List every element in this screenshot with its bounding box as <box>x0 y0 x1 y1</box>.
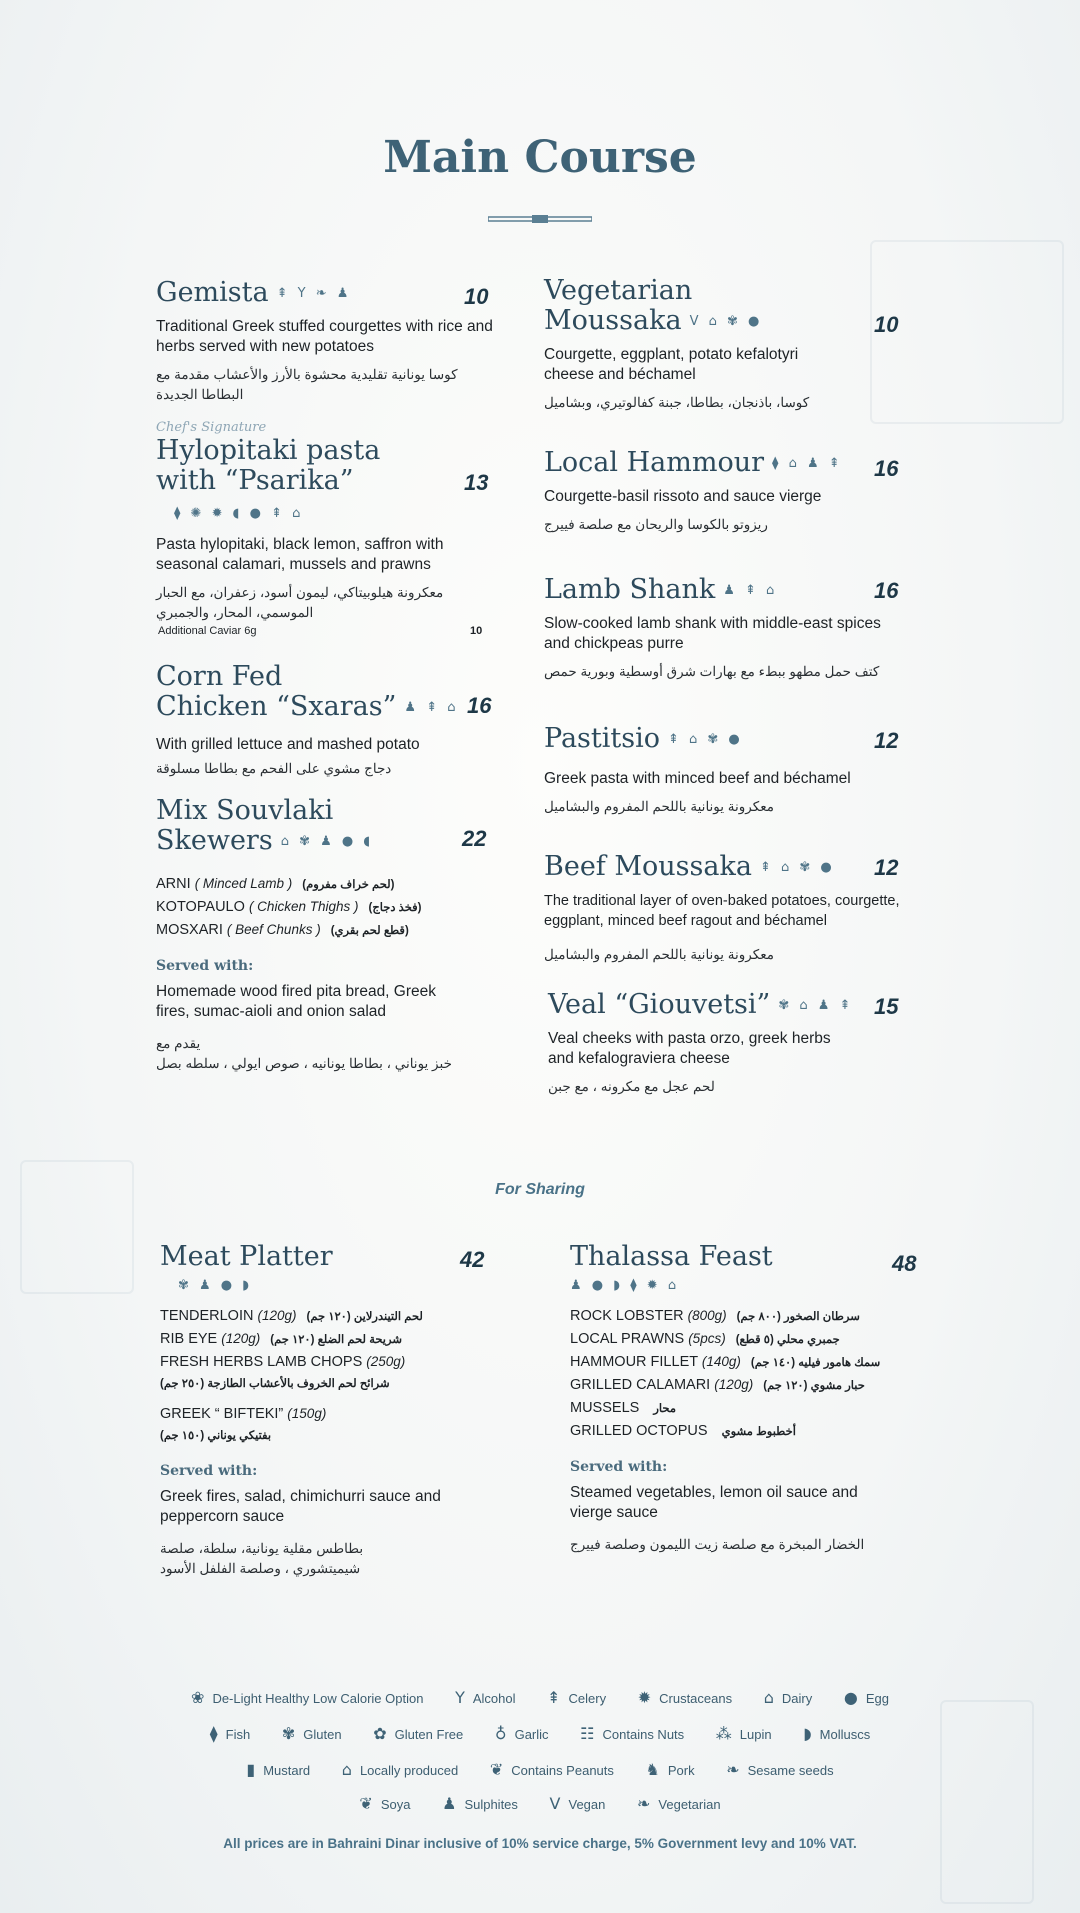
price-local-hammour: 16 <box>874 456 899 481</box>
chef-signature: Chef's Signature <box>156 420 267 435</box>
legend-item: ⇞ Celery <box>547 1688 607 1707</box>
legend-item: ✾ Gluten <box>281 1724 342 1743</box>
fish-icon: ⧫ <box>209 1724 218 1743</box>
legend-item: ✿ Gluten Free <box>373 1724 464 1743</box>
price-thalassa-feast: 48 <box>892 1251 917 1276</box>
dish-name-line2: Moussaka <box>544 305 682 336</box>
price-gemista: 10 <box>464 284 489 309</box>
dish-mix-souvlaki <box>156 796 496 1074</box>
egg-icon: ● <box>843 1688 858 1707</box>
dish-name: Pastitsio <box>544 723 660 754</box>
alcohol-icon: Y <box>455 1688 465 1707</box>
price-mix-souvlaki: 22 <box>462 826 487 851</box>
allergen-icons: ✾ ♟ ● ◗ <box>178 1278 253 1293</box>
served-with-arabic-2: خبز يوناني ، بطاطا يونانيه ، صوص ايولي ، سلطه بصل <box>156 1055 452 1071</box>
price-disclaimer: All prices are in Bahraini Dinar inclusive of 10% service charge, 5% Government levy and 10% VAT. <box>223 1836 857 1851</box>
dish-meat-platter <box>160 1242 500 1579</box>
allergen-legend-row-1 <box>0 1688 1080 1707</box>
price-hylopitaki: 13 <box>464 470 489 495</box>
dish-description-arabic: كوسا، باذنجان، بطاطا، جبنة كفالوتيري، وبشاميل <box>544 394 810 410</box>
served-with-description: Greek fires, salad, chimichurri sauce and peppercorn sauce <box>160 1488 441 1525</box>
legend-item: ⁂ Lupin <box>715 1724 772 1743</box>
allergen-icons: V ⌂ ✾ ● <box>689 313 763 329</box>
dish-description: Slow-cooked lamb shank with middle-east spices and chickpeas purre <box>544 614 881 652</box>
dish-name: Mix Souvlaki <box>156 795 334 826</box>
legend-item: ▮ Mustard <box>246 1760 311 1779</box>
allergen-icons: ⇞ ⌂ ✾ ● <box>759 859 835 875</box>
served-with-arabic-2: شيميتشوري ، وصلصة الفلفل الأسود <box>160 1561 361 1576</box>
dish-name: Beef Moussaka <box>544 851 752 882</box>
dish-thalassa-feast <box>570 1242 930 1555</box>
dish-description: Traditional Greek stuffed courgettes with rice and herbs served with new potatoes <box>156 317 493 355</box>
sesame-icon: ❧ <box>726 1760 740 1779</box>
dish-description-arabic: معكرونة يونانية باللحم المفروم والبشاميل <box>544 798 774 814</box>
allergen-icons: ⇞ ⌂ ✾ ● <box>668 731 743 747</box>
feast-list <box>570 1305 930 1443</box>
dish-description: With grilled lettuce and mashed potato <box>156 735 420 753</box>
allergen-icons: ⇞ Y ❧ ♟ <box>276 285 352 301</box>
dish-lamb-shank <box>544 575 914 682</box>
dish-vegetarian-moussaka <box>544 276 914 413</box>
served-with-description: Homemade wood fired pita bread, Greek fires, sumac-aioli and onion salad <box>156 982 437 1020</box>
legend-item: ♞ Pork <box>645 1760 695 1779</box>
dish-name: Hylopitaki pasta <box>156 435 381 466</box>
dish-description-arabic: معكرونة يونانية باللحم المفروم والبشاميل <box>544 946 774 962</box>
list-item: FRESH HERBS LAMB CHOPS (250g) <box>160 1354 406 1370</box>
molluscs-icon: ◗ <box>803 1724 812 1743</box>
served-with-label: Served with: <box>156 957 254 974</box>
dish-description-arabic: كتف حمل مطهو ببطء مع بهارات شرق أوسطية وبورية حمص <box>544 663 880 679</box>
dish-local-hammour <box>544 448 914 535</box>
peanuts-icon: ❦ <box>489 1760 504 1779</box>
dish-name-line2: Skewers <box>156 825 273 856</box>
dish-name: Corn Fed <box>156 661 283 692</box>
locally-produced-icon: ⌂ <box>341 1760 352 1779</box>
dish-name-line2: with “Psarika” <box>156 465 354 496</box>
served-with-arabic: يقدم مع <box>156 1035 201 1051</box>
dish-veal-giouvetsi <box>548 990 918 1097</box>
legend-item: ✹ Crustaceans <box>637 1688 733 1707</box>
dish-pastitsio <box>544 724 914 817</box>
list-item: MOSXARI ( Beef Chunks ) (قطع لحم بقري) <box>156 921 409 938</box>
vegan-icon: V <box>549 1794 561 1813</box>
legend-item: ⧫ Fish <box>209 1724 251 1743</box>
price-corn-fed-chicken: 16 <box>467 693 492 718</box>
dish-description: Greek pasta with minced beef and béchamel <box>544 769 851 787</box>
garlic-icon: ♁ <box>494 1724 507 1743</box>
dish-name: Meat Platter <box>160 1241 333 1272</box>
dish-name: Local Hammour <box>544 447 765 478</box>
list-item: TENDERLOIN (120g) لحم التيندرلاين (١٢٠ جم) <box>160 1308 423 1324</box>
lupin-icon: ⁂ <box>715 1724 732 1743</box>
dish-name-line2: Chicken “Sxaras” <box>156 691 397 722</box>
dish-description-arabic: ريزوتو بالكوسا والريحان مع صلصة فييرج <box>544 516 768 532</box>
mustard-icon: ▮ <box>246 1760 256 1779</box>
skewer-list <box>156 873 496 942</box>
dish-name: Vegetarian <box>544 275 693 306</box>
crustaceans-icon: ✹ <box>637 1688 652 1707</box>
list-item: ROCK LOBSTER (800g) سرطان الصخور (٨٠٠ جم) <box>570 1308 860 1324</box>
list-item: GRILLED CALAMARI (120g) حبار مشوي (١٢٠ جم) <box>570 1377 865 1393</box>
dish-description-arabic: لحم عجل مع مكرونه ، مع جبن <box>548 1078 715 1094</box>
extra-caviar-label: Additional Caviar 6g <box>158 625 257 637</box>
dish-name: Lamb Shank <box>544 574 716 605</box>
dish-description: Courgette, eggplant, potato kefalotyri cheese and béchamel <box>544 345 799 383</box>
gluten-icon: ✾ <box>281 1724 296 1743</box>
allergen-legend-row-3 <box>0 1760 1080 1779</box>
list-item: ARNI ( Minced Lamb ) (لحم خراف مفروم) <box>156 875 395 892</box>
dish-beef-moussaka <box>544 852 914 965</box>
dairy-icon: ⌂ <box>763 1688 774 1707</box>
list-item-arabic: شرائح لحم الخروف بالأعشاب الطازجة (٢٥٠ جم) <box>160 1378 390 1390</box>
dish-description-arabic: كوسا يونانية تقليدية محشوة بالأرز والأعشاب مقدمة مع البطاطا الجديدة <box>156 366 458 402</box>
served-with-arabic: الخضار المبخرة مع صلصة زيت الليمون وصلصة فييرج <box>570 1537 865 1552</box>
served-with-label: Served with: <box>160 1463 258 1479</box>
dish-gemista <box>156 278 496 405</box>
platter-list <box>160 1305 500 1447</box>
dish-corn-fed-chicken <box>156 662 496 779</box>
allergen-icons: ⌂ ✾ ♟ ● ◖ <box>280 833 374 849</box>
page-title: Main Course <box>383 132 697 183</box>
served-with-arabic: بطاطس مقلية يونانية، سلطة، صلصة <box>160 1541 364 1556</box>
list-item: KOTOPAULO ( Chicken Thighs ) (فخذ دجاج) <box>156 898 422 915</box>
legend-item: ◗ Molluscs <box>803 1724 871 1743</box>
list-item: LOCAL PRAWNS (5pcs) جمبري محلي (٥ قطع) <box>570 1331 840 1347</box>
legend-item: ⌂ Locally produced <box>341 1760 459 1779</box>
allergen-icons: ✾ ⌂ ♟ ⇞ <box>778 997 854 1013</box>
price-meat-platter: 42 <box>460 1247 485 1272</box>
price-lamb-shank: 16 <box>874 578 899 603</box>
vegetarian-icon: ❧ <box>637 1794 651 1813</box>
title-divider <box>488 214 592 224</box>
dish-description: Veal cheeks with pasta orzo, greek herbs and kefalograviera cheese <box>548 1029 831 1067</box>
dish-description: Pasta hylopitaki, black lemon, saffron with seasonal calamari, mussels and prawns <box>156 536 444 573</box>
allergen-legend-row-4 <box>0 1794 1080 1813</box>
list-item: MUSSELS محار <box>570 1400 676 1416</box>
legend-item: ♟ Sulphites <box>442 1794 518 1813</box>
dish-name: Thalassa Feast <box>570 1241 773 1272</box>
price-pastitsio: 12 <box>874 728 899 753</box>
section-for-sharing: For Sharing <box>495 1181 585 1198</box>
legend-item: Y Alcohol <box>455 1688 516 1707</box>
legend-item: ❀ De-Light Healthy Low Calorie Option <box>191 1688 424 1707</box>
gluten-free-icon: ✿ <box>373 1724 387 1743</box>
legend-item: ☷ Contains Nuts <box>580 1724 685 1743</box>
dish-description-arabic: دجاج مشوي على الفحم مع بطاطا مسلوقة <box>156 760 392 776</box>
allergen-icons: ♟ ⇞ ⌂ <box>404 699 459 715</box>
legend-item: ❧ Sesame seeds <box>726 1760 834 1779</box>
sulphites-icon: ♟ <box>442 1794 457 1813</box>
served-with-label: Served with: <box>570 1459 668 1475</box>
extra-caviar-price: 10 <box>470 625 483 637</box>
price-beef-moussaka: 12 <box>874 855 899 880</box>
allergen-legend-row-2 <box>0 1724 1080 1743</box>
list-item: HAMMOUR FILLET (140g) سمك هامور فيليه (١٤٠ جم) <box>570 1354 881 1370</box>
price-veal-giouvetsi: 15 <box>874 994 899 1019</box>
legend-item: ❦ Contains Peanuts <box>489 1760 614 1779</box>
pork-icon: ♞ <box>645 1760 660 1779</box>
soya-icon: ❦ <box>359 1794 373 1813</box>
allergen-icons: ♟ ● ◗ ⧫ ✹ ⌂ <box>570 1278 680 1293</box>
legend-item: ⌂ Dairy <box>763 1688 813 1707</box>
dish-hylopitaki <box>156 436 496 623</box>
list-item-arabic: بفتيكي يوناني (١٥٠ جم) <box>160 1430 272 1442</box>
allergen-icons: ⧫ ⌂ ♟ ⇞ <box>772 455 843 471</box>
dish-description: The traditional layer of oven-baked potatoes, courgette, eggplant, minced beef ragout and béchamel <box>544 892 900 929</box>
legend-item: V Vegan <box>549 1794 606 1813</box>
allergen-icons: ⧫ ✺ ✹ ◖ ● ⇞ ⌂ <box>174 506 304 521</box>
legend-item: ● Egg <box>843 1688 889 1707</box>
legend-item: ♁ Garlic <box>494 1724 549 1743</box>
delight-icon: ❀ <box>191 1688 205 1707</box>
legend-item: ❧ Vegetarian <box>637 1794 721 1813</box>
price-vegetarian-moussaka: 10 <box>874 312 899 337</box>
dish-name: Gemista <box>156 277 269 308</box>
legend-item: ❦ Soya <box>359 1794 411 1813</box>
list-item: RIB EYE (120g) شريحة لحم الضلع (١٢٠ جم) <box>160 1331 402 1347</box>
dish-name: Veal “Giouvetsi” <box>548 989 771 1020</box>
dish-description-arabic: معكرونة هيلوبيتاكي، ليمون أسود، زعفران، مع الحبار الموسمي، المحار، والجمبري <box>156 585 444 620</box>
served-with-description: Steamed vegetables, lemon oil sauce and vierge sauce <box>570 1484 858 1521</box>
allergen-icons: ♟ ⇞ ⌂ <box>723 582 778 598</box>
dish-description: Courgette-basil rissoto and sauce vierge <box>544 487 822 505</box>
list-item: GREEK “ BIFTEKI” (150g) <box>160 1406 327 1422</box>
celery-icon: ⇞ <box>547 1688 561 1707</box>
list-item: GRILLED OCTOPUS أخطبوط مشوي <box>570 1423 796 1439</box>
nuts-icon: ☷ <box>580 1724 595 1743</box>
